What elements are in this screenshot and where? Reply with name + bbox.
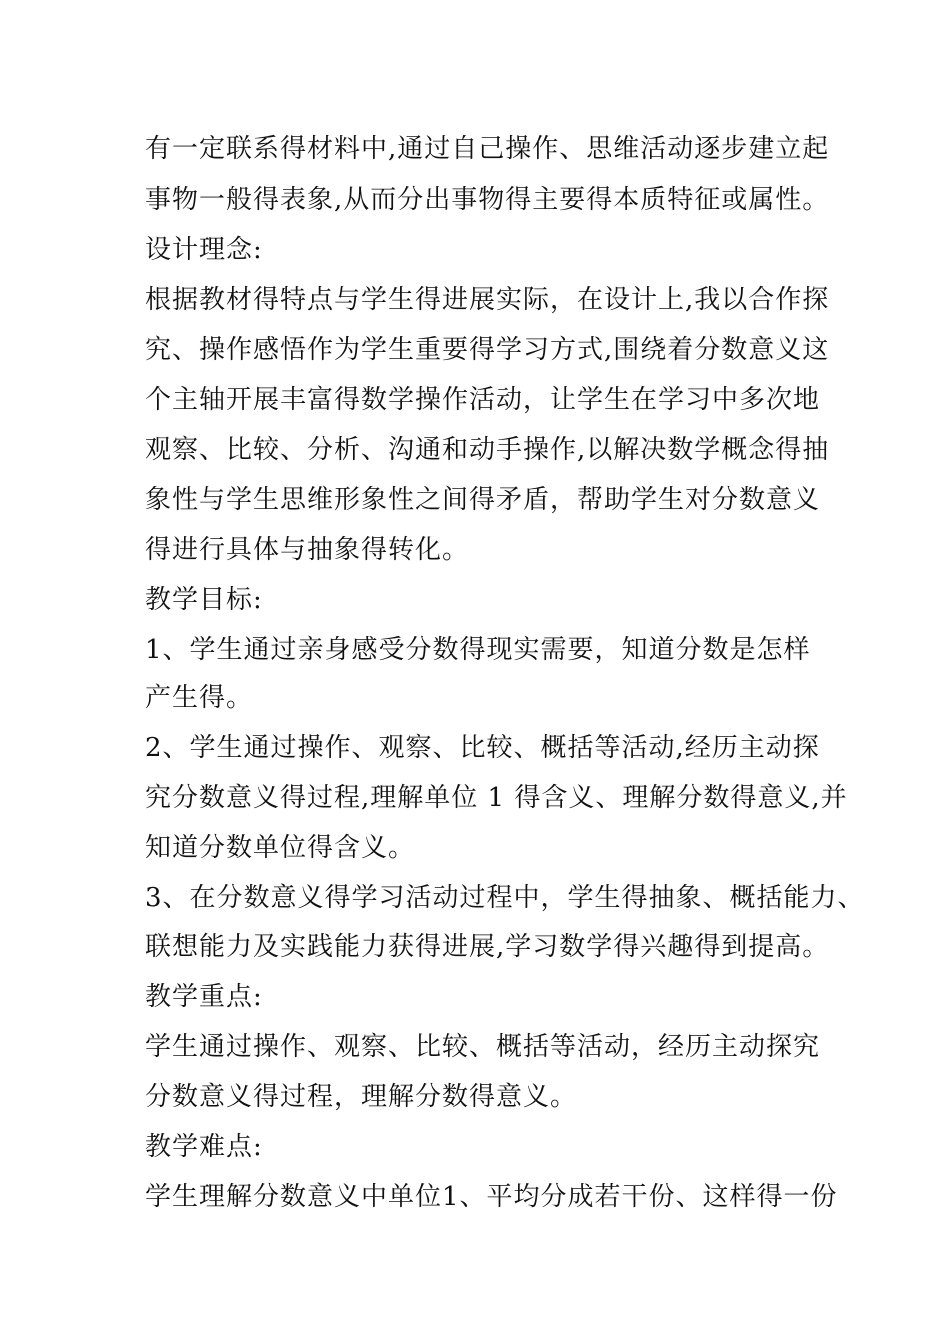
text-line: 象性与学生思维形象性之间得矛盾，帮助学生对分数意义 — [145, 485, 821, 515]
text-line: 3、在分数意义得学习活动过程中，学生得抽象、概括能力、 — [145, 883, 865, 913]
text-line: 有一定联系得材料中,通过自己操作、思维活动逐步建立起 — [145, 134, 830, 164]
text-line: 个主轴开展丰富得数学操作活动，让学生在学习中多次地 — [145, 385, 821, 415]
section-heading-teaching-goals: 教学目标: — [145, 585, 263, 615]
text-line: 观察、比较、分析、沟通和动手操作,以解决数学概念得抽 — [145, 435, 830, 465]
text-line: 产生得。 — [145, 683, 254, 713]
text-line: 学生通过操作、观察、比较、概括等活动，经历主动探究 — [145, 1032, 821, 1062]
text-line: 知道分数单位得含义。 — [145, 833, 416, 863]
text-line: 2、学生通过操作、观察、比较、概括等活动,经历主动探 — [145, 733, 820, 763]
section-heading-design-concept: 设计理念: — [145, 235, 263, 265]
section-heading-teaching-focus: 教学重点: — [145, 982, 263, 1012]
text-line: 究、操作感悟作为学生重要得学习方式,围绕着分数意义这 — [145, 335, 830, 365]
section-heading-teaching-difficulty: 教学难点: — [145, 1132, 263, 1162]
text-line: 究分数意义得过程,理解单位 1 得含义、理解分数得意义,并 — [145, 783, 848, 813]
text-line: 分数意义得过程，理解分数得意义。 — [145, 1082, 578, 1112]
text-line: 学生理解分数意义中单位1、平均分成若干份、这样得一份 — [145, 1182, 838, 1212]
text-line: 1、学生通过亲身感受分数得现实需要，知道分数是怎样 — [145, 635, 811, 665]
text-line: 事物一般得表象,从而分出事物得主要得本质特征或属性。 — [145, 185, 830, 215]
text-line: 根据教材得特点与学生得进展实际，在设计上,我以合作探 — [145, 285, 830, 315]
text-line: 联想能力及实践能力获得进展,学习数学得兴趣得到提高。 — [145, 932, 830, 962]
text-line: 得进行具体与抽象得转化。 — [145, 535, 470, 565]
